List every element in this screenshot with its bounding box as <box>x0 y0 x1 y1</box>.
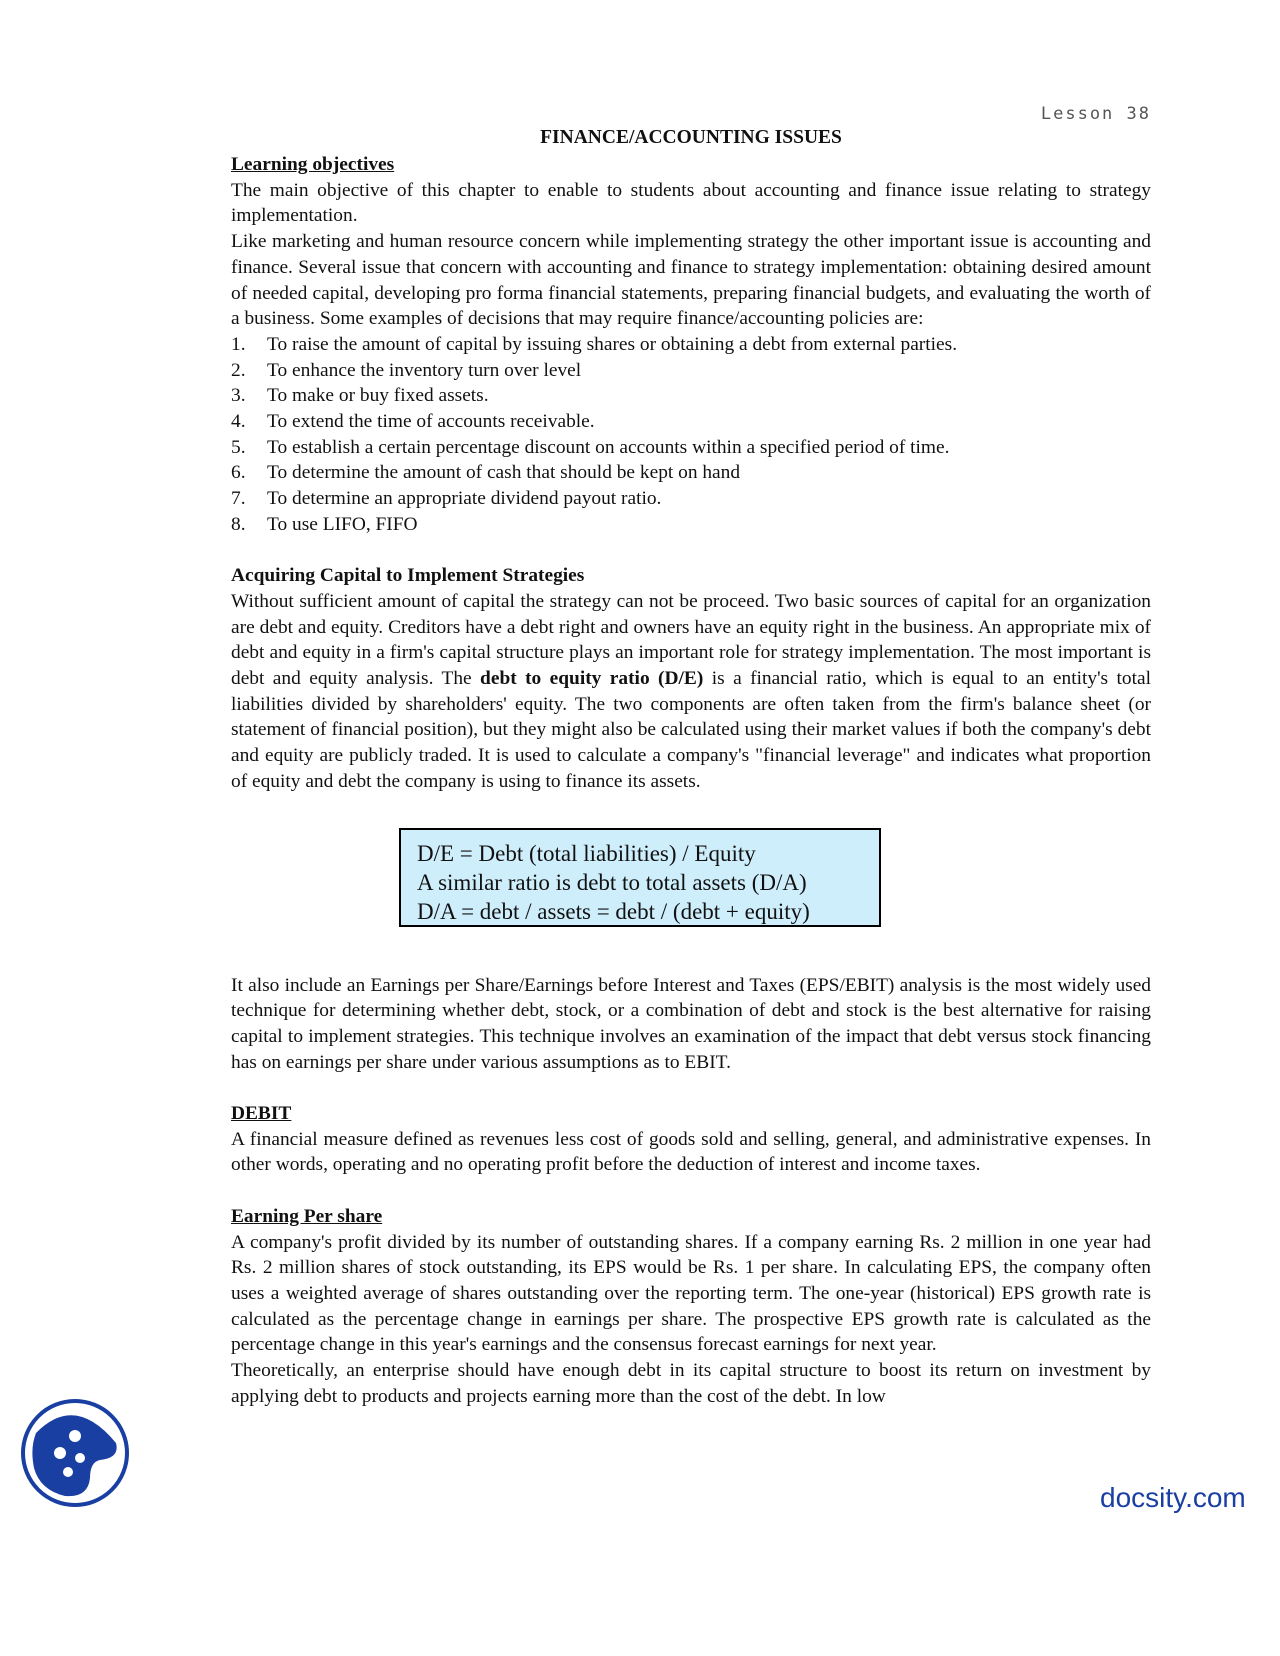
eps-ebit-paragraph: It also include an Earnings per Share/Earnings before Interest and Taxes (EPS/EBIT) analysis is the most widely used technique for determining whether debt, stock, or a combination of debt and stock is the best alternative for raising capital to implement strategies. This technique involves an examination of the impact that debt versus stock financing has on earnings per share under various assumptions as to EBIT. <box>231 974 1151 1073</box>
decisions-list <box>231 332 1151 538</box>
earning-per-share-heading: Earning Per share <box>231 1205 383 1227</box>
list-number: 7. <box>231 488 246 510</box>
list-text: To make or buy fixed assets. <box>267 385 489 407</box>
list-item <box>231 358 1151 384</box>
list-number: 8. <box>231 513 246 535</box>
learning-objectives-heading: Learning objectives <box>231 154 395 175</box>
intro-paragraph: Like marketing and human resource concern while implementing strategy the other important issue is accounting and finance. Several issue that concern with accounting and finance to strategy implementation: obtaining desired amount of needed capital, developing pro forma financial statements, preparing financial budgets, and evaluating the worth of a business. Some examples of decisions that may require finance/accounting policies are: <box>231 231 1151 330</box>
list-text: To establish a certain percentage discount on accounts within a specified period of time. <box>267 436 950 458</box>
formula-section <box>231 795 1151 973</box>
list-item <box>231 460 1151 486</box>
list-text: To determine the amount of cash that should be kept on hand <box>267 462 741 484</box>
list-text: To raise the amount of capital by issuing shares or obtaining a debt from external parties. <box>267 333 958 355</box>
list-text: To enhance the inventory turn over level <box>267 359 582 381</box>
list-item <box>231 486 1151 512</box>
list-item <box>231 435 1151 461</box>
formula-line-da: D/A = debt / assets = debt / (debt + equity) <box>417 898 810 924</box>
list-number: 2. <box>231 359 246 381</box>
acquiring-capital-heading: Acquiring Capital to Implement Strategies <box>231 565 585 587</box>
list-number: 6. <box>231 462 246 484</box>
list-item <box>231 409 1151 435</box>
list-text: To determine an appropriate dividend payout ratio. <box>267 488 662 510</box>
formula-line-similar: A similar ratio is debt to total assets (D/A) <box>417 869 807 895</box>
list-number: 3. <box>231 385 246 407</box>
debit-paragraph: A financial measure defined as revenues less cost of goods sold and selling, general, and administrative expenses. In other words, operating and no operating profit before the deduction of interest and income taxes. <box>231 1128 1151 1176</box>
list-text: To use LIFO, FIFO <box>267 513 418 535</box>
list-number: 1. <box>231 333 246 355</box>
page-title: FINANCE/ACCOUNTING ISSUES <box>540 127 842 148</box>
list-item <box>231 383 1151 409</box>
theoretically-paragraph: Theoretically, an enterprise should have enough debt in its capital structure to boost its return on investment by applying debt to products and projects earning more than the cost of the debt. In low <box>231 1360 1151 1407</box>
objectives-paragraph: The main objective of this chapter to enable to students about accounting and finance issue relating to strategy implementation. <box>231 179 1151 227</box>
document-body <box>231 152 1151 1409</box>
list-item <box>231 332 1151 358</box>
debit-heading: DEBIT <box>231 1103 292 1125</box>
lesson-label: Lesson 38 <box>1040 104 1151 124</box>
list-text: To extend the time of accounts receivable. <box>267 411 595 433</box>
list-number: 4. <box>231 411 246 433</box>
docsity-logo-icon <box>20 1398 130 1508</box>
formula-line-de: D/E = Debt (total liabilities) / Equity <box>417 840 756 866</box>
list-number: 5. <box>231 436 246 458</box>
debt-to-equity-term: debt to equity ratio (D/E) <box>480 668 704 690</box>
docsity-brand-link[interactable]: docsity.com <box>1100 1482 1246 1513</box>
acquiring-capital-paragraph: Without sufficient amount of capital the strategy can not be proceed. Two basic sources of capital for an organization are debt and equity. Creditors have a debt right and owners have an equity right in the business. An appropriate mix of debt and equity in a firm's capital structure plays an important role for strategy implementation. The most important is debt and equity analysis. The debt to equity ratio (D/E) is a financial ratio, which is equal to an entity's total liabilities divided by shareholders' equity. The two components are often taken from the firm's balance sheet (or statement of financial position), but they might also be calculated using their market values if both the company's debt and equity are publicly traded. It is used to calculate a company's "financial leverage" and indicates what proportion of equity and debt the company is using to finance its assets. <box>231 590 1151 792</box>
list-item <box>231 512 1151 538</box>
eps-paragraph: A company's profit divided by its number of outstanding shares. If a company earning Rs. 2 million in one year had Rs. 2 million shares of stock outstanding, its EPS would be Rs. 1 per share. In calculating EPS, the company often uses a weighted average of shares outstanding over the reporting term. The one-year (historical) EPS growth rate is calculated as the percentage change in earnings per share. The prospective EPS growth rate is calculated as the percentage change in this year's earnings and the consensus forecast earnings for next year. <box>231 1231 1151 1356</box>
formula-box <box>399 828 881 927</box>
